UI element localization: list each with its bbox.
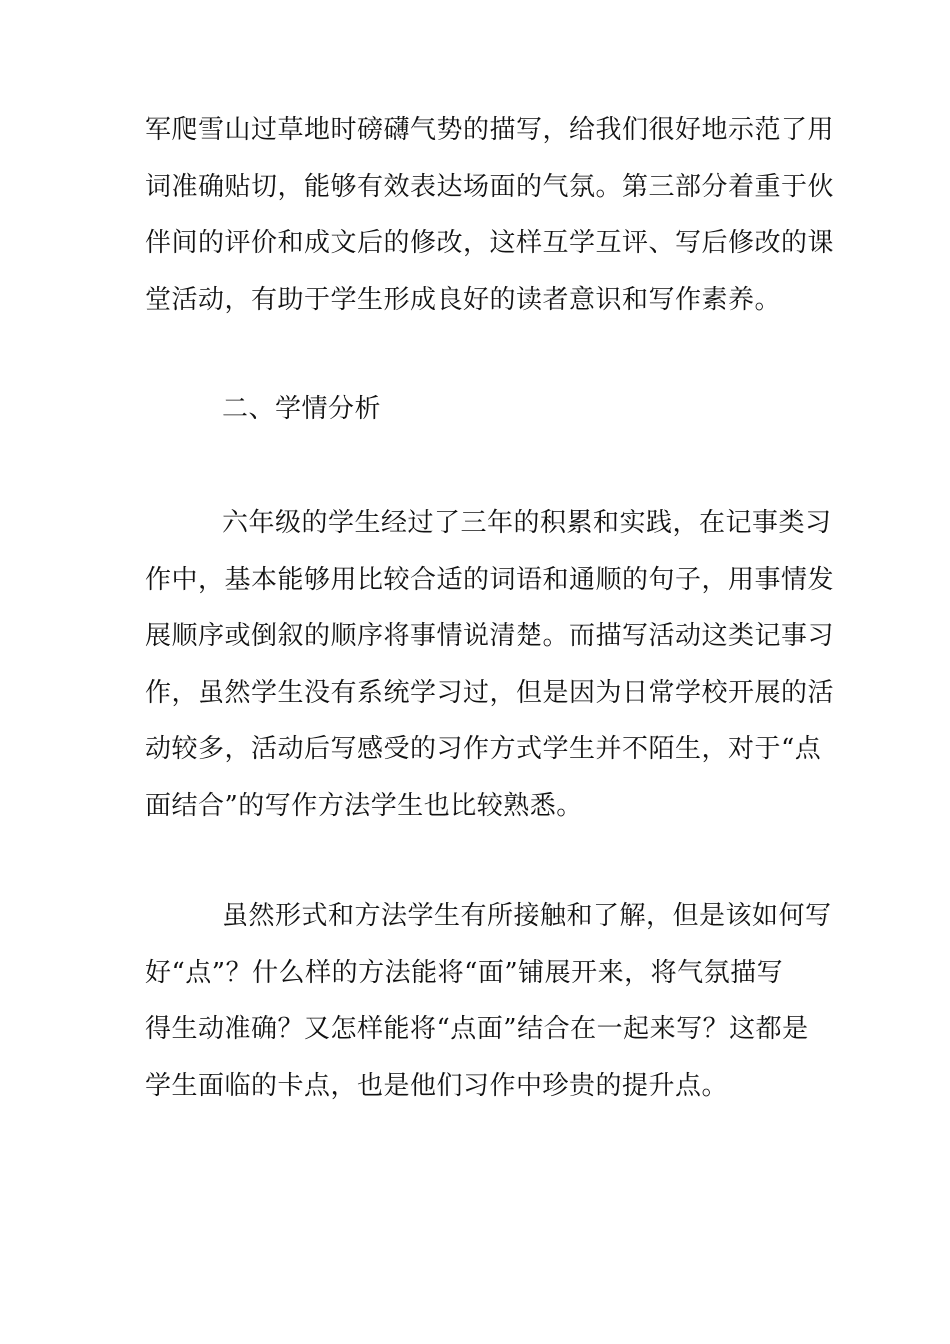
paragraph-line: 得生动准确？又怎样能将“点面”结合在一起来写？这都是 [145, 1014, 809, 1044]
paragraph-line: 展顺序或倒叙的顺序将事情说清楚。而描写活动这类记事习 [145, 621, 835, 651]
paragraph-line: 学生面临的卡点，也是他们习作中珍贵的提升点。 [145, 1071, 729, 1101]
paragraph-line: 虽然形式和方法学生有所接触和了解，但是该如何写 [222, 901, 832, 931]
paragraph-line: 好“点”？什么样的方法能将“面”铺展开来，将气氛描写 [145, 958, 784, 988]
paragraph-line: 动较多，活动后写感受的习作方式学生并不陌生，对于“点 [145, 734, 822, 764]
paragraph-line: 六年级的学生经过了三年的积累和实践，在记事类习 [222, 508, 832, 538]
paragraph-line: 堂活动，有助于学生形成良好的读者意识和写作素养。 [145, 285, 782, 315]
section-heading: 二、学情分析 [222, 394, 382, 424]
paragraph-line: 面结合”的写作方法学生也比较熟悉。 [145, 791, 583, 821]
paragraph-line: 作中，基本能够用比较合适的词语和通顺的句子，用事情发 [145, 565, 835, 595]
paragraph-line: 作，虽然学生没有系统学习过，但是因为日常学校开展的活 [145, 678, 835, 708]
paragraph-line: 军爬雪山过草地时磅礴气势的描写，给我们很好地示范了用 [145, 115, 835, 145]
paragraph-line: 词准确贴切，能够有效表达场面的气氛。第三部分着重于伙 [145, 172, 835, 202]
paragraph-line: 伴间的评价和成文后的修改，这样互学互评、写后修改的课 [145, 228, 835, 258]
